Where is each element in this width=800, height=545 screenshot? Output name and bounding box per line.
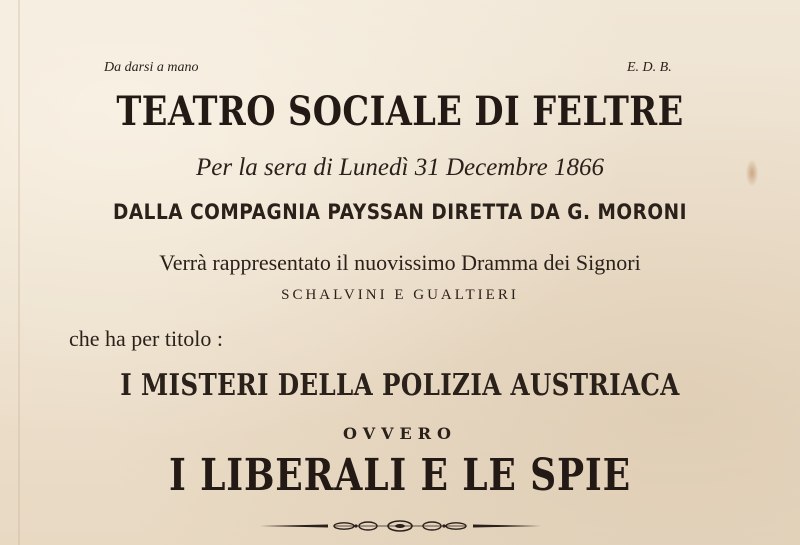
handwritten-note-left: Da darsi a mano bbox=[104, 60, 199, 75]
handwritten-note-right: E. D. B. bbox=[627, 60, 672, 75]
company-line: DALLA COMPAGNIA PAYSSAN DIRETTA DA G. MORONI bbox=[112, 200, 688, 224]
play-title: I MISTERI DELLA POLIZIA AUSTRIACA bbox=[120, 368, 680, 403]
theatre-heading: TEATRO SOCIALE DI FELTRE bbox=[116, 88, 684, 135]
authors-line: SCHALVINI E GUALTIERI bbox=[281, 287, 519, 303]
date-line: Per la sera di Lunedì 31 Decembre 1866 bbox=[195, 154, 605, 181]
play-subtitle: I LIBERALI E LE SPIE bbox=[169, 450, 631, 501]
ovvero-connector: OVVERO bbox=[343, 424, 457, 443]
decorative-divider-icon bbox=[258, 515, 543, 537]
title-intro: che ha per titolo : bbox=[69, 326, 223, 351]
announcement-line: Verrà rappresentato il nuovissimo Dramma dei Signori bbox=[159, 250, 641, 275]
